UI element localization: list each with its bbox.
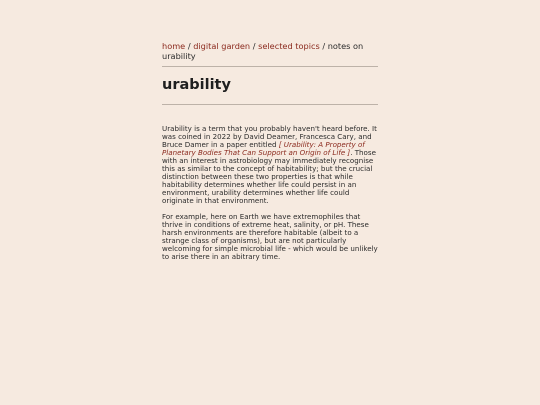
breadcrumb-current: notes on urability [162, 41, 364, 61]
page-container [162, 42, 378, 269]
breadcrumb [162, 42, 378, 61]
paragraph-intro-text-before: Urability is a term that you probably haven't heard before. It was coined in 2022 by David Deamer, Francesca Cary, and Bruce Damer in a paper entitled [162, 124, 377, 149]
breadcrumb-home-link[interactable]: home [162, 41, 186, 51]
breadcrumb-separator: / [187, 41, 191, 51]
header-divider [162, 66, 378, 67]
breadcrumb-separator: / [252, 41, 256, 51]
paragraph-intro [162, 125, 378, 205]
paragraph-intro-text-after: . Those with an interest in astrobiology may immediately recognise this as similar to the concept of habitability; but the crucial distinction between these two properties is that while habitability determines whether life could persist in an environment, urability determines whether life could originate in that environment. [162, 148, 376, 205]
breadcrumb-digital-garden-link[interactable]: digital garden [193, 41, 251, 51]
breadcrumb-separator: / [322, 41, 326, 51]
paper-title-link[interactable]: [ Urability: A Property of Planetary Bodies That Can Support an Origin of Life ] [162, 140, 365, 157]
page-title: urability [162, 77, 231, 93]
article-content [162, 125, 378, 261]
paragraph-example: For example, here on Earth we have extremophiles that thrive in conditions of extreme heat, salinity, or pH. These harsh environments are therefore habitable (albeit to a strange class of organisms), but are not particularly welcoming for simple microbial life - which would be unlikely to arise there in an abitrary time. [162, 212, 378, 261]
breadcrumb-selected-topics-link[interactable]: selected topics [258, 41, 320, 51]
title-divider [162, 104, 378, 105]
